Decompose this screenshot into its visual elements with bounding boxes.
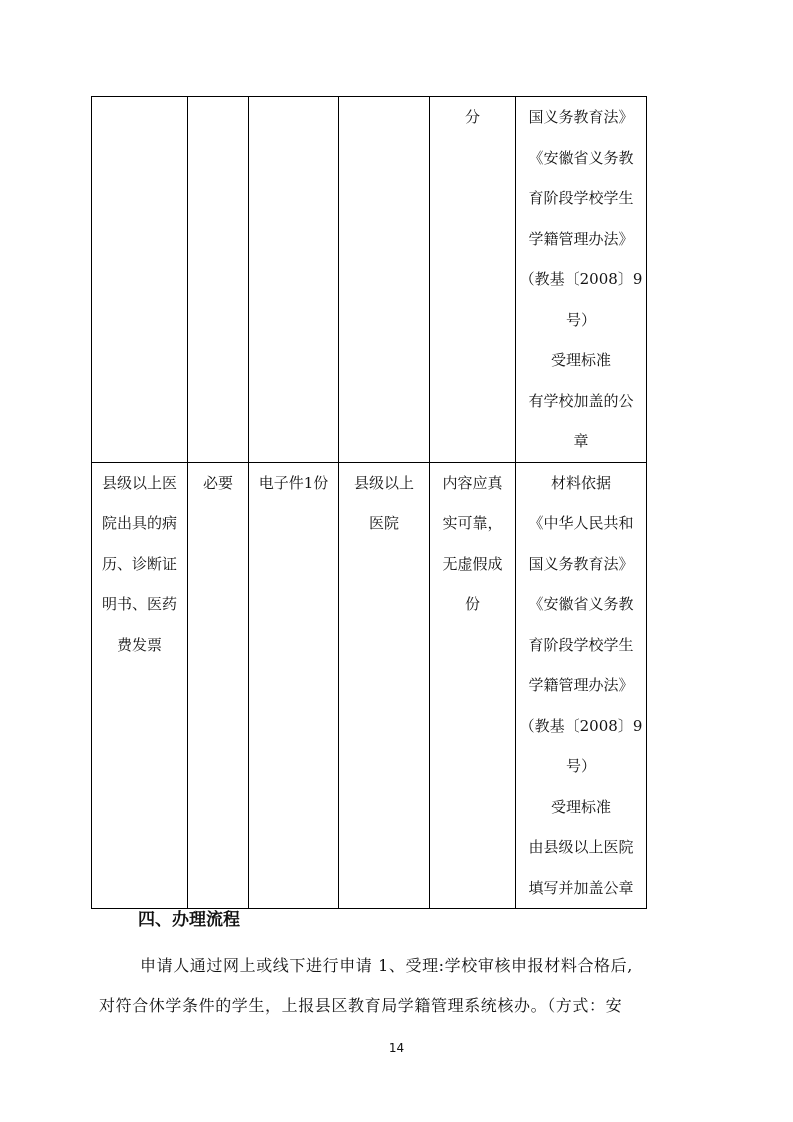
cell-line: 份: [464, 595, 480, 613]
cell-line: 填写并加盖公章: [528, 878, 634, 897]
cell-line: 分: [464, 108, 480, 126]
table-cell: [188, 97, 249, 463]
cell-line: 无虚假成: [442, 554, 503, 573]
section-heading: 四、办理流程: [138, 910, 240, 930]
cell-line: 院出具的病: [101, 514, 177, 532]
cell-line: 受理标准: [550, 797, 611, 816]
cell-line: 县级以上: [353, 473, 414, 492]
paragraph-line: 对符合休学条件的学生，上报县区教育局学籍管理系统核办。（方式：安: [99, 996, 623, 1015]
cell-line: 实可靠，: [442, 514, 503, 532]
cell-line: 《中华人民共和: [528, 514, 634, 532]
cell-line: 国义务教育法》: [528, 554, 634, 573]
table-row: [92, 97, 647, 463]
materials-table: [91, 96, 647, 909]
cell-line: 育阶段学校学生: [528, 635, 634, 654]
cell-line: 号）: [565, 310, 596, 329]
cell-line: （教基〔2008〕9: [519, 270, 643, 288]
cell-line: 学籍管理办法》: [528, 229, 634, 248]
cell-line: 学籍管理办法》: [528, 676, 634, 694]
cell-line: 内容应真: [442, 473, 503, 492]
table-cell: [430, 462, 516, 909]
table-cell: [339, 97, 430, 463]
table-cell: [516, 462, 647, 909]
cell-line: 电子件1份: [258, 473, 329, 492]
cell-line: 必要: [202, 473, 233, 492]
page-number: 14: [388, 1041, 405, 1055]
cell-line: 费发票: [116, 635, 162, 654]
table-cell: [249, 462, 339, 909]
table-cell: [516, 97, 647, 463]
table-cell: [430, 97, 516, 463]
table-cell: [92, 97, 188, 463]
cell-line: 医院: [368, 514, 399, 532]
table-cell: [249, 97, 339, 463]
cell-line: 《安徽省义务教: [528, 595, 634, 613]
cell-line: 明书、医药: [101, 595, 177, 613]
cell-line: 号）: [565, 757, 596, 775]
table-row: [92, 462, 647, 909]
cell-line: 国义务教育法》: [528, 108, 634, 126]
cell-line: 受理标准: [550, 351, 611, 369]
cell-line: 由县级以上医院: [528, 838, 634, 856]
cell-line: 《安徽省义务教: [528, 148, 634, 167]
cell-line: 材料依据: [550, 473, 611, 492]
table-cell: [339, 462, 430, 909]
cell-line: 历、诊断证: [101, 554, 177, 573]
cell-line: 有学校加盖的公: [528, 391, 634, 410]
cell-line: 章: [573, 432, 589, 450]
cell-line: 县级以上医: [101, 473, 177, 492]
cell-line: （教基〔2008〕9: [519, 716, 643, 735]
table-cell: [188, 462, 249, 909]
cell-line: 育阶段学校学生: [528, 189, 634, 207]
paragraph-line: 申请人通过网上或线下进行申请 1、受理:学校审核申报材料合格后,: [140, 956, 633, 975]
table-cell: [92, 462, 188, 909]
